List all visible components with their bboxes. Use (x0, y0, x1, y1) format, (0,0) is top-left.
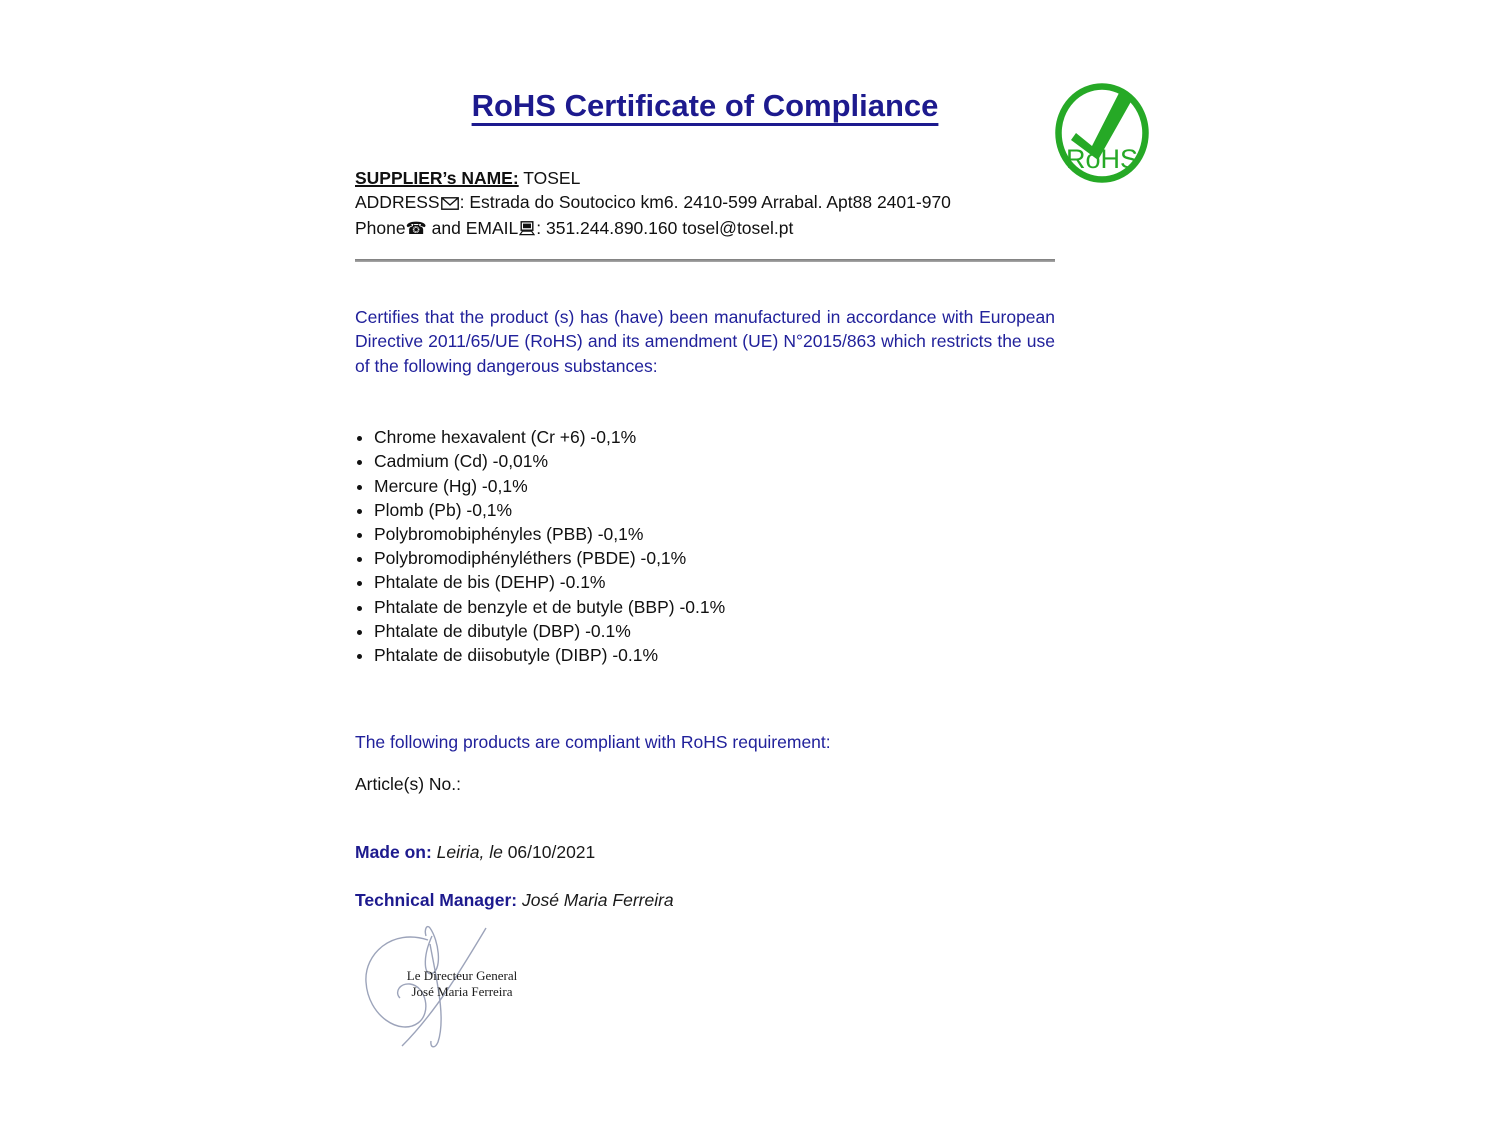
certification-paragraph: Certifies that the product (s) has (have) been manufactured in accordance with European Directive 2011/65/UE (RoHS) and its amendment (UE) N°2015/863 which restricts the use of the following dangerous substances: (355, 306, 1055, 376)
address-value: : Estrada do Soutocico km6. 2410-599 Arrabal. Apt88 2401-970 (459, 191, 951, 212)
signature-name: José Maria Ferreira (411, 984, 513, 1000)
signature-block (358, 924, 578, 1054)
supplier-name-value: TOSEL (518, 167, 581, 188)
made-on-line (355, 840, 1055, 864)
technical-manager-label: Technical Manager: (355, 890, 518, 911)
and-email-label: and EMAIL (426, 217, 519, 238)
signature-text (392, 968, 532, 1000)
substance-item: • Phtalate de bis (DEHP) -0.1% (374, 570, 1055, 594)
supplier-name-line (355, 166, 1055, 190)
substance-item: • Cadmium (Cd) -0,01% (374, 449, 1055, 473)
rohs-logo (1054, 82, 1150, 184)
substance-item: • Polybromobiphényles (PBB) -0,1% (374, 522, 1055, 546)
computer-icon (519, 218, 535, 242)
article-number-label: Article(s) No.: (355, 774, 461, 795)
substance-list (355, 425, 1055, 667)
substance-item: • Mercure (Hg) -0,1% (374, 474, 1055, 498)
certificate-content (355, 0, 1055, 1054)
substance-item: • Phtalate de dibutyle (DBP) -0.1% (374, 619, 1055, 643)
technical-manager-name: José Maria Ferreira (517, 890, 674, 911)
made-on-label: Made on: (355, 842, 432, 863)
phone-label: Phone (355, 217, 406, 238)
contact-value: : 351.244.890.160 tosel@tosel.pt (536, 217, 794, 238)
envelope-icon (441, 192, 459, 216)
rohs-logo-label: RoHS (1065, 144, 1139, 174)
made-on-place: Leiria, le (431, 842, 508, 863)
divider-line (355, 259, 1055, 262)
substance-item: • Chrome hexavalent (Cr +6) -0,1% (374, 425, 1055, 449)
supplier-address-line (355, 190, 1055, 216)
substance-item: • Plomb (Pb) -0,1% (374, 498, 1055, 522)
supplier-name-label: SUPPLIER’s NAME: (355, 167, 519, 188)
substance-item: • Phtalate de benzyle et de butyle (BBP) -0.1% (374, 595, 1055, 619)
address-label: ADDRESS (355, 191, 440, 212)
supplier-contact-line (355, 216, 1055, 242)
made-on-date: 06/10/2021 (507, 842, 596, 863)
compliance-statement: The following products are compliant with RoHS requirement: (355, 732, 831, 753)
page-title: RoHS Certificate of Compliance (471, 88, 939, 123)
substance-item: • Polybromodiphényléthers (PBDE) -0,1% (374, 546, 1055, 570)
substance-item: • Phtalate de diisobutyle (DIBP) -0.1% (374, 643, 1055, 667)
supplier-block (355, 166, 1055, 242)
technical-manager-line (355, 888, 1055, 912)
rohs-logo-graphic (1054, 82, 1150, 184)
phone-icon: ☎ (405, 218, 427, 239)
signature-title: Le Directeur General (406, 968, 518, 984)
